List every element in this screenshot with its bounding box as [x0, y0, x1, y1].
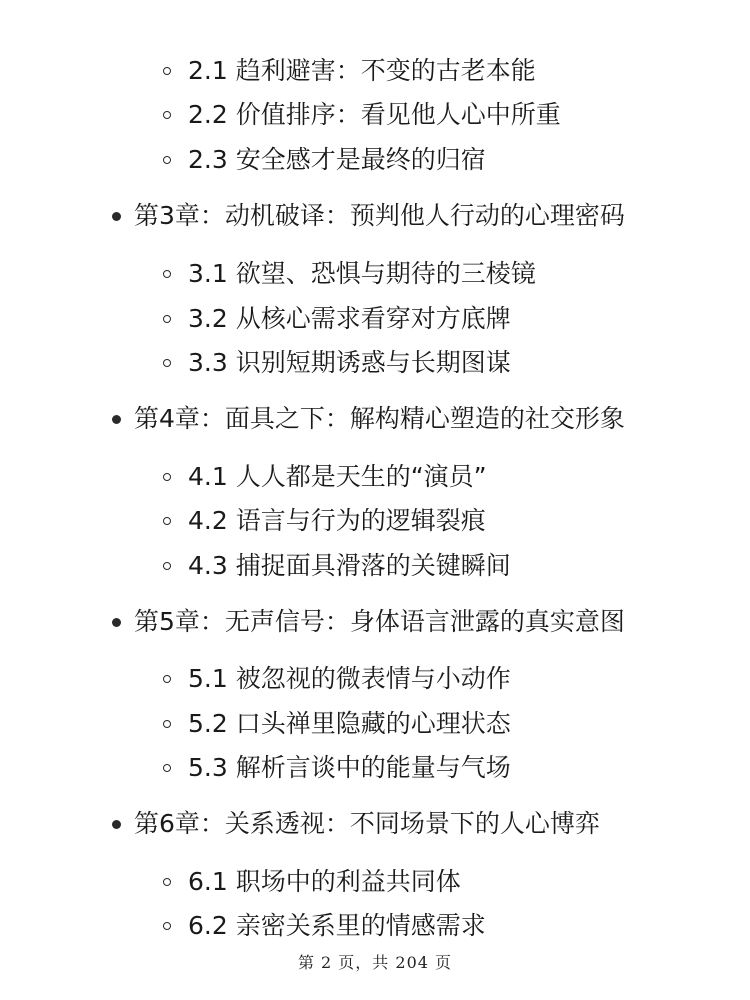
- outline-section-4-2: 4.2 语言与行为的逻辑裂痕: [188, 506, 486, 535]
- circle-bullet-icon: [163, 156, 171, 164]
- circle-bullet-icon: [163, 675, 171, 683]
- outline-section-3-1: 3.1 欲望、恐惧与期待的三棱镜: [188, 259, 536, 288]
- circle-bullet-icon: [163, 720, 171, 728]
- outline-section-6-1: 6.1 职场中的利益共同体: [188, 867, 461, 896]
- outline-section-6-2: 6.2 亲密关系里的情感需求: [188, 911, 486, 940]
- circle-bullet-icon: [163, 922, 171, 930]
- outline-section-2-2: 2.2 价值排序：看见他人心中所重: [188, 100, 561, 129]
- outline-chapter-4: 第4章：面具之下：解构精心塑造的社交形象: [134, 404, 625, 433]
- outline-section-3-3: 3.3 识别短期诱惑与长期图谋: [188, 348, 511, 377]
- outline-chapter-5: 第5章：无声信号：身体语言泄露的真实意图: [134, 607, 625, 636]
- outline-section-3-2: 3.2 从核心需求看穿对方底牌: [188, 304, 511, 333]
- disc-bullet-icon: [112, 618, 121, 627]
- outline-section-4-3: 4.3 捕捉面具滑落的关键瞬间: [188, 551, 511, 580]
- circle-bullet-icon: [163, 270, 171, 278]
- circle-bullet-icon: [163, 764, 171, 772]
- outline-section-5-3: 5.3 解析言谈中的能量与气场: [188, 753, 511, 782]
- circle-bullet-icon: [163, 562, 171, 570]
- outline-section-2-3: 2.3 安全感才是最终的归宿: [188, 145, 486, 174]
- circle-bullet-icon: [163, 67, 171, 75]
- disc-bullet-icon: [112, 212, 121, 221]
- circle-bullet-icon: [163, 111, 171, 119]
- outline-section-5-2: 5.2 口头禅里隐藏的心理状态: [188, 709, 511, 738]
- disc-bullet-icon: [112, 820, 121, 829]
- circle-bullet-icon: [163, 315, 171, 323]
- circle-bullet-icon: [163, 517, 171, 525]
- outline-section-5-1: 5.1 被忽视的微表情与小动作: [188, 664, 511, 693]
- outline-section-4-1: 4.1 人人都是天生的“演员”: [188, 462, 487, 491]
- circle-bullet-icon: [163, 473, 171, 481]
- outline-chapter-6: 第6章：关系透视：不同场景下的人心博弈: [134, 809, 600, 838]
- circle-bullet-icon: [163, 359, 171, 367]
- page-number-footer: 第 2 页，共 204 页: [297, 953, 453, 972]
- circle-bullet-icon: [163, 878, 171, 886]
- outline-section-2-1: 2.1 趋利避害：不变的古老本能: [188, 56, 536, 85]
- outline-chapter-3: 第3章：动机破译：预判他人行动的心理密码: [134, 201, 625, 230]
- disc-bullet-icon: [112, 415, 121, 424]
